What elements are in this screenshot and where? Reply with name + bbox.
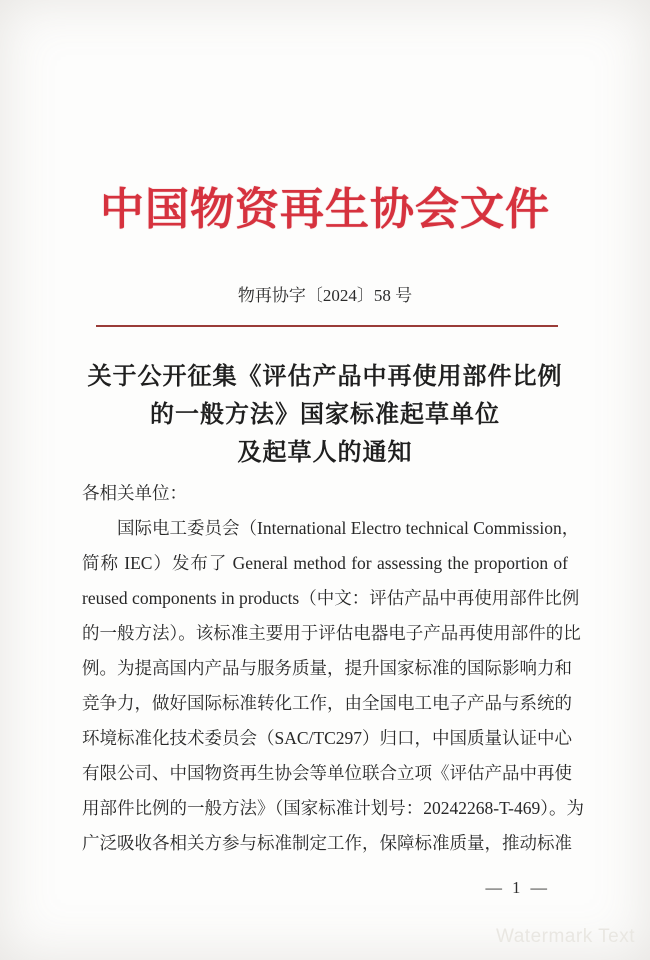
notice-title-line-2: 的一般方法》国家标准起草单位: [150, 402, 500, 428]
header-divider-rule: [96, 325, 558, 327]
watermark-text: Watermark Text: [496, 926, 635, 947]
body-line: 的一般方法）。该标准主要用于评估电器电子产品再使用部件的比: [82, 623, 581, 643]
salutation: 各相关单位：: [82, 483, 187, 503]
notice-title-line-3: 及起草人的通知: [237, 440, 413, 466]
body-line: 简称 IEC）发布了 General method for assessing the proportion of: [82, 553, 568, 573]
body-line: 环境标准化技术委员会（SAC/TC297）归口，中国质量认证中心: [82, 728, 573, 748]
notice-title-line-1: 关于公开征集《评估产品中再使用部件比例: [87, 364, 563, 390]
body-line: reused components in products（中文：评估产品中再使用部件比例: [82, 588, 580, 608]
notice-body: [82, 476, 584, 861]
notice-title: [60, 358, 590, 472]
body-line: 例。为提高国内产品与服务质量，提升国家标准的国际影响力和: [82, 658, 572, 678]
org-letterhead-title: 中国物资再生协会文件: [100, 185, 550, 234]
page-number: — 1 —: [485, 878, 550, 897]
doc-number: 物再协字〔2024〕58 号: [237, 286, 413, 305]
body-line: 竞争力，做好国际标准转化工作，由全国电工电子产品与系统的: [82, 693, 572, 713]
body-line: 有限公司、中国物资再生协会等单位联合立项《评估产品中再使: [82, 763, 572, 783]
body-line: 用部件比例的一般方法》（国家标准计划号：20242268-T-469）。为: [82, 798, 584, 818]
body-line: 国际电工委员会（International Electro technical Commission，: [117, 518, 580, 538]
body-line: 广泛吸收各相关方参与标准制定工作，保障标准质量，推动标准: [82, 833, 572, 853]
